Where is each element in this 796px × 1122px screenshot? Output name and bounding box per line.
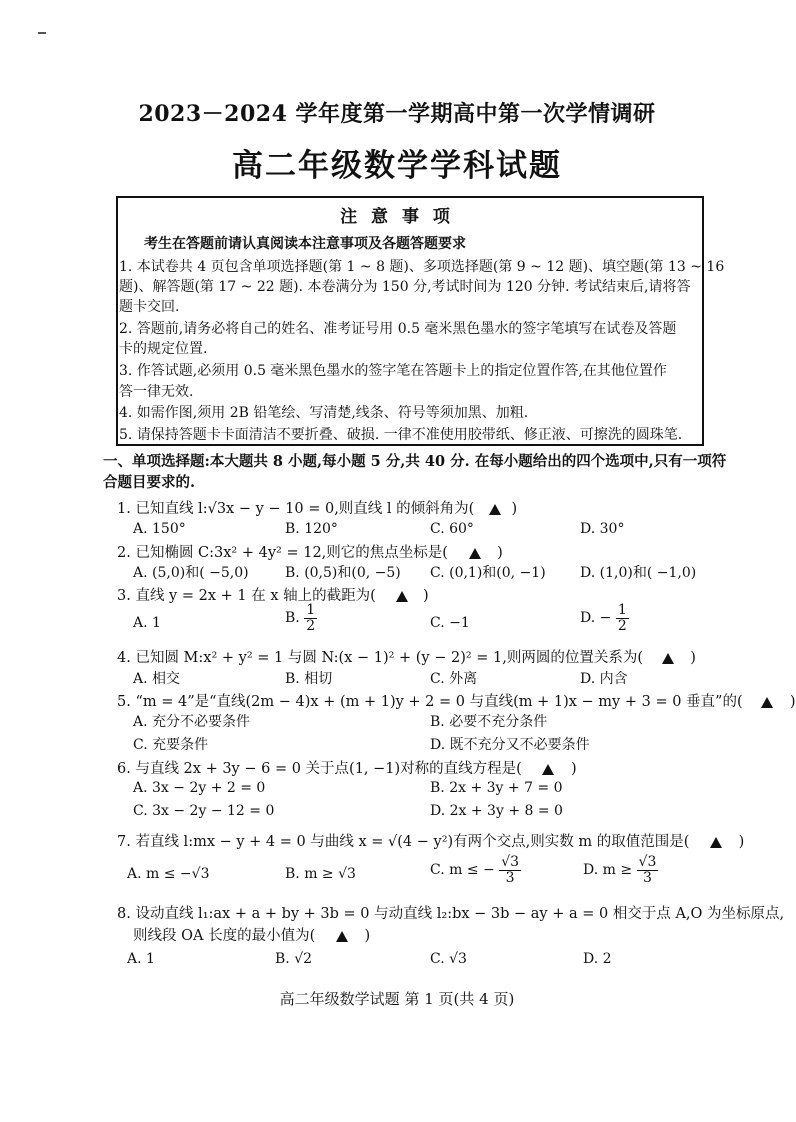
- question-7-stem: 7. 若直线 l:mx − y + 4 = 0 与曲线 x = √(4 − y²)有两个交点,则实数 m 的取值范围是( ): [117, 834, 745, 850]
- q5-option-d: D. 既不充分又不必要条件: [430, 737, 590, 753]
- q8-option-d: D. 2: [583, 951, 612, 967]
- q4-option-d: D. 内含: [580, 671, 628, 687]
- question-4-stem: 4. 已知圆 M:x² + y² = 1 与圆 N:(x − 1)² + (y − 2)² = 1,则两圆的位置关系为( ): [117, 650, 696, 666]
- q3-option-a: A. 1: [133, 615, 161, 631]
- answer-triangle-icon: [710, 837, 722, 848]
- answer-triangle-icon: [396, 591, 408, 602]
- q3-option-d: D. − $\frac{1}{2}$: [580, 602, 627, 634]
- notice-line: 题卡交回.: [119, 299, 180, 315]
- fraction: $\frac{1}{2}$: [306, 602, 316, 634]
- notice-intro: 考生在答题前请认真阅读本注意事项及各题答题要求: [144, 236, 466, 252]
- q6-option-d: D. 2x + 3y + 8 = 0: [430, 803, 563, 819]
- notice-line: 2. 答题前,请务必将自己的姓名、准考证号用 0.5 毫米黑色墨水的签字笔填写在试卷及答题: [119, 321, 677, 337]
- fraction: $\frac{1}{2}$: [617, 602, 627, 634]
- answer-triangle-icon: [761, 697, 773, 708]
- q2-option-b: B. (0,5)和(0, −5): [285, 565, 401, 581]
- answer-triangle-icon: [489, 504, 501, 515]
- q5-option-b: B. 必要不充分条件: [430, 714, 548, 730]
- notice-heading: 注 意 事 项: [340, 207, 454, 227]
- answer-triangle-icon: [662, 653, 674, 664]
- q6-option-b: B. 2x + 3y + 7 = 0: [430, 780, 563, 796]
- question-3-stem: 3. 直线 y = 2x + 1 在 x 轴上的截距为( ): [117, 588, 429, 604]
- q3-option-c: C. −1: [430, 615, 470, 631]
- q8-option-c: C. √3: [430, 951, 467, 967]
- answer-triangle-icon: [336, 931, 348, 942]
- q7-option-c: C. m ≤ − $\frac{√3}{3}$: [430, 854, 520, 886]
- section-heading: 一、单项选择题:本大题共 8 小题,每小题 5 分,共 40 分. 在每小题给出的四个选项中,只有一项符: [103, 453, 727, 470]
- q1-option-c: C. 60°: [430, 521, 474, 537]
- notice-line: 5. 请保持答题卡卡面清洁不要折叠、破损. 一律不准使用胶带纸、修正液、可擦洗的圆珠笔.: [119, 427, 683, 443]
- notice-line: 1. 本试卷共 4 页包含单项选择题(第 1 ~ 8 题)、多项选择题(第 9 ~ 12 题)、填空题(第 13 ~ 16: [119, 259, 725, 275]
- fraction: $\frac{√3}{3}$: [638, 854, 657, 886]
- q5-option-a: A. 充分不必要条件: [133, 714, 251, 730]
- q2-option-d: D. (1,0)和( −1,0): [580, 565, 697, 581]
- question-2-stem: 2. 已知椭圆 C:3x² + 4y² = 12,则它的焦点坐标是( ): [117, 545, 503, 561]
- q1-option-d: D. 30°: [580, 521, 625, 537]
- q8-option-a: A. 1: [127, 951, 155, 967]
- q7-option-d: D. m ≥ $\frac{√3}{3}$: [583, 854, 657, 886]
- fraction: $\frac{√3}{3}$: [501, 854, 520, 886]
- q6-option-a: A. 3x − 2y + 2 = 0: [133, 780, 266, 796]
- notice-line: 4. 如需作图,须用 2B 铅笔绘、写清楚,线条、符号等须加黑、加粗.: [119, 405, 529, 421]
- section-heading-cont: 合题目要求的.: [103, 474, 196, 491]
- answer-triangle-icon: [469, 548, 481, 559]
- q4-option-a: A. 相交: [133, 671, 181, 687]
- question-5-stem: 5. “m = 4”是“直线(2m − 4)x + (m + 1)y + 2 = 0 与直线(m + 1)x − my + 3 = 0 垂直”的( ): [117, 694, 796, 710]
- notice-line: 卡的规定位置.: [119, 341, 208, 357]
- q5-option-c: C. 充要条件: [133, 737, 209, 753]
- question-1-stem: 1. 已知直线 l:√3x − y − 10 = 0,则直线 l 的倾斜角为( ): [117, 501, 518, 517]
- question-8-stem-cont: 则线段 OA 长度的最小值为( ): [133, 928, 371, 944]
- q7-option-a: A. m ≤ −√3: [127, 866, 210, 882]
- notice-line: 题)、解答题(第 17 ~ 22 题). 本卷满分为 150 分,考试时间为 120 分钟. 考试结束后,请将答: [119, 279, 691, 295]
- page-footer: 高二年级数学试题 第 1 页(共 4 页): [279, 990, 515, 1008]
- question-6-stem: 6. 与直线 2x + 3y − 6 = 0 关于点(1, −1)对称的直线方程是( ): [117, 761, 577, 777]
- q6-option-c: C. 3x − 2y − 12 = 0: [133, 803, 275, 819]
- q1-option-a: A. 150°: [133, 521, 186, 537]
- q4-option-c: C. 外离: [430, 671, 478, 687]
- q2-option-a: A. (5,0)和( −5,0): [133, 565, 249, 581]
- q1-option-b: B. 120°: [285, 521, 338, 537]
- notice-line: 3. 作答试题,必须用 0.5 毫米黑色墨水的签字笔在答题卡上的指定位置作答,在其他位置作: [119, 363, 667, 379]
- exam-title: 2023－2024 学年度第一学期高中第一次学情调研: [138, 101, 656, 127]
- answer-triangle-icon: [542, 764, 554, 775]
- q3-option-b: B. $\frac{1}{2}$: [285, 602, 316, 634]
- q7-option-b: B. m ≥ √3: [285, 866, 356, 882]
- q8-option-b: B. √2: [275, 951, 313, 967]
- question-8-stem: 8. 设动直线 l₁:ax + a + by + 3b = 0 与动直线 l₂:bx − 3b − ay + a = 0 相交于点 A,O 为坐标原点,: [117, 906, 785, 922]
- exam-subtitle: 高二年级数学学科试题: [232, 148, 562, 184]
- q2-option-c: C. (0,1)和(0, −1): [430, 565, 546, 581]
- notice-line: 答一律无效.: [119, 384, 194, 400]
- q4-option-b: B. 相切: [285, 671, 333, 687]
- scan-mark: [38, 32, 46, 34]
